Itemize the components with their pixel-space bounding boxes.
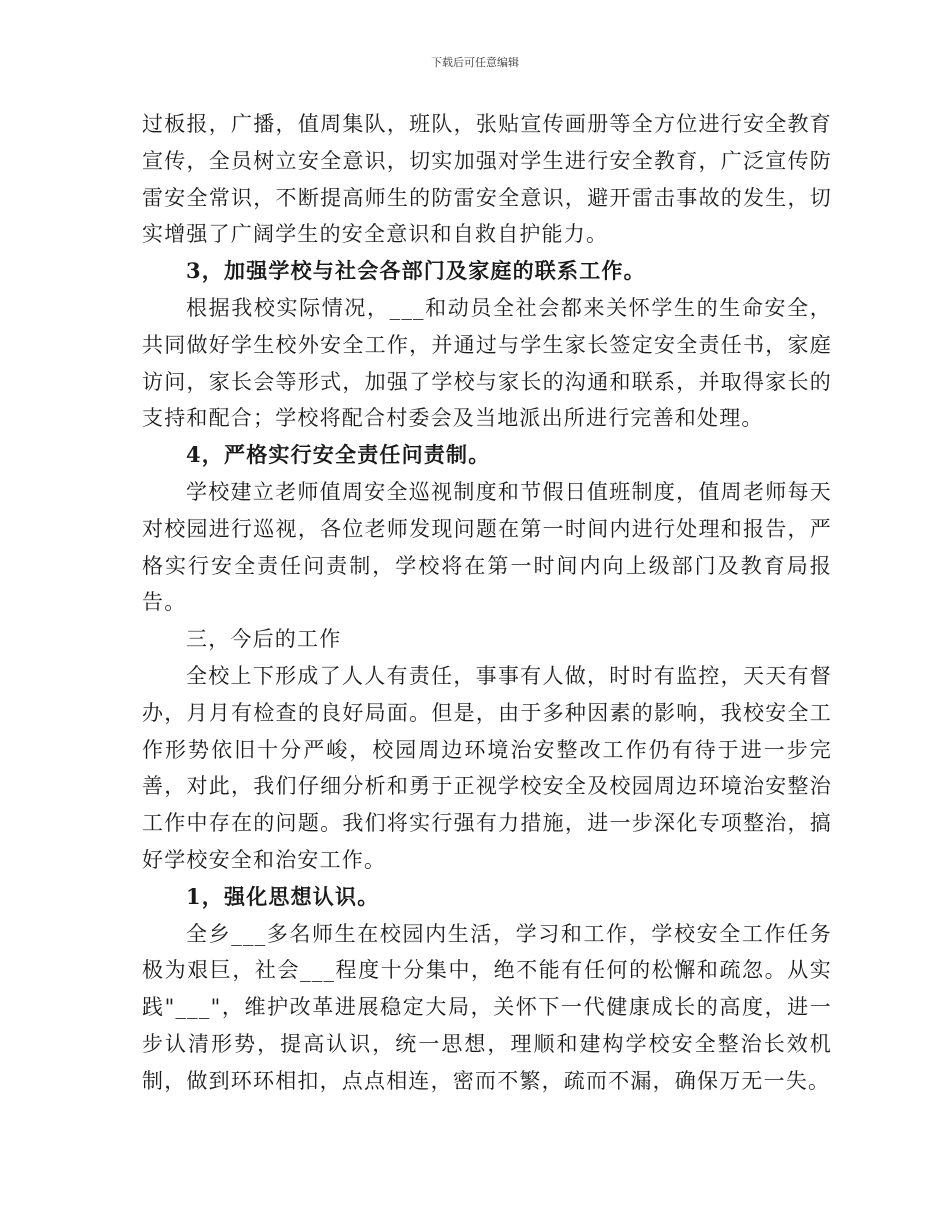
page-header: 下载后可任意编辑 [431, 56, 519, 69]
paragraph-item-4: 学校建立老师值周安全巡视制度和节假日值班制度，值周老师每天对校园进行巡视，各位老师发现问题在第一时间内进行处理和报告，严格实行安全责任问责制，学校将在第一时间内向上级部门及教育局报告。 [142, 479, 832, 615]
section-heading-3: 三，今后的工作 [186, 627, 342, 652]
heading-item-3: 3，加强学校与社会各部门及家庭的联系工作。 [186, 258, 646, 284]
heading-section-3-item-1: 1，强化思想认识。 [186, 883, 380, 909]
paragraph-section-3-item-1: 全乡___多名师生在校园内生活，学习和工作，学校安全工作任务极为艰巨，社会___程度十分集中，绝不能有任何的松懈和疏忽。从实践"___"，维护改革进展稳定大局，关怀下一代健康成长的高度，进一步认清形势，提高认识，统一思想，理顺和建构学校安全整治长效机制，做到环环相扣，点点相连，密而不繁，疏而不漏，确保万无一失。 [142, 921, 832, 1093]
paragraph-continuation: 过板报，广播，值周集队，班队，张贴宣传画册等全方位进行安全教育宣传，全员树立安全意识，切实加强对学生进行安全教育，广泛宣传防雷安全常识，不断提高师生的防雷安全意识，避开雷击事故的发生，切实增强了广阔学生的安全意识和自救自护能力。 [142, 112, 832, 247]
paragraph-item-3: 根据我校实际情况，___和动员全社会都来关怀学生的生命安全，共同做好学生校外安全工作，并通过与学生家长签定安全责任书，家庭访问，家长会等形式，加强了学校与家长的沟通和联系，并取得家长的支持和配合；学校将配合村委会及当地派出所进行完善和处理。 [142, 295, 832, 431]
heading-item-4: 4，严格实行安全责任问责制。 [186, 442, 491, 468]
document-body [142, 106, 832, 1100]
paragraph-section-3: 全校上下形成了人人有责任，事事有人做，时时有监控，天天有督办，月月有检查的良好局面。但是，由于多种因素的影响，我校安全工作形势依旧十分严峻，校园周边环境治安整改工作仍有待于进一步完善，对此，我们仔细分析和勇于正视学校安全及校园周边环境治安整治工作中存在的问题。我们将实行强有力措施，进一步深化专项整治，搞好学校安全和治安工作。 [142, 663, 832, 872]
